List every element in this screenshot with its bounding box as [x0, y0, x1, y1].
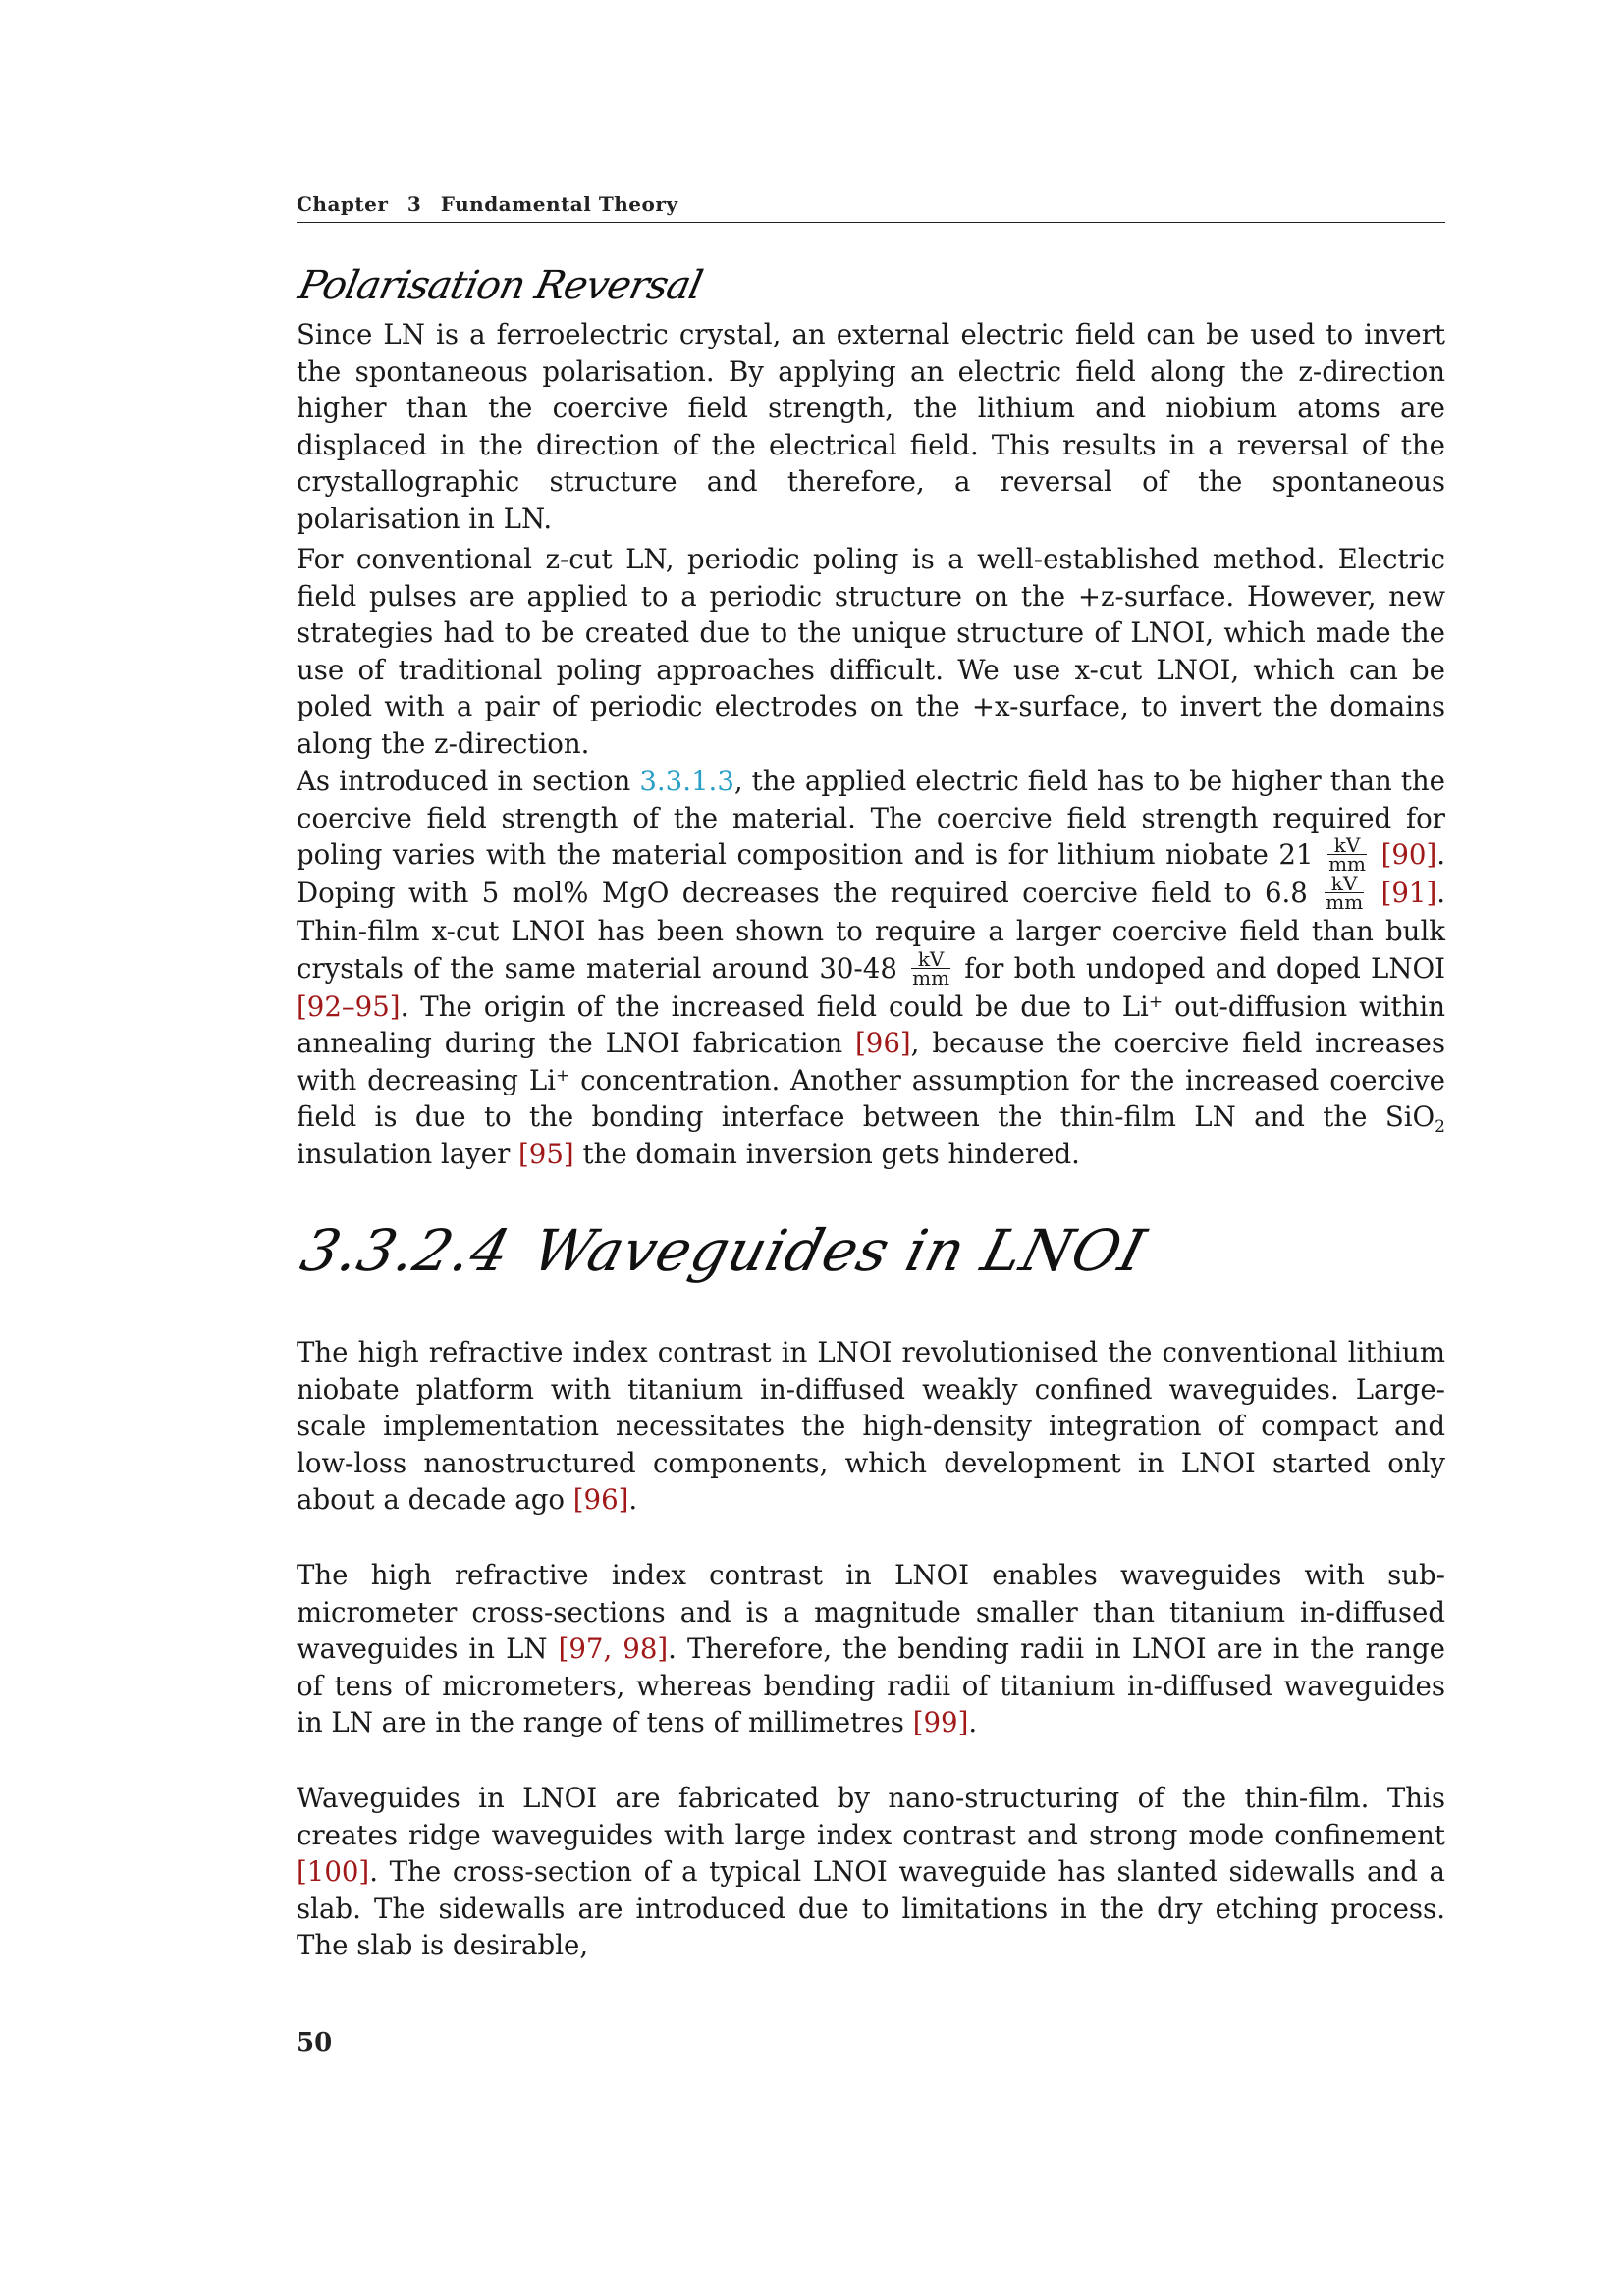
citation-link[interactable]: [99] [912, 1706, 969, 1738]
paragraph-polarisation-2 [297, 541, 1445, 762]
paragraph-text [297, 1557, 1445, 1741]
paragraph-waveguides-2 [297, 1557, 1445, 1741]
paragraph-text: Since LN is a ferroelectric crystal, an external electric field can be used to invert the spontaneous polarisation. By applying an electric field along the z-direction higher than the coercive field strength, the lithium and niobium atoms are displaced in the direction of the electrical field. This results in a reversal of the crystallographic structure and therefore, a reversal of the spontaneous polarisation in LN. [297, 318, 1445, 535]
page-number: 50 [297, 2028, 333, 2057]
text-run: . [628, 1483, 638, 1516]
section-number: 3.3.2.4 [295, 1217, 517, 1284]
paragraph-text [297, 1334, 1445, 1519]
text-run: . [968, 1706, 978, 1738]
text-run: The high refractive index contrast in LNOI enables waveguides with sub-micrometer cross-sections and is a magnitude smaller than titanium in-diffused waveguides in LN [297, 1559, 1445, 1665]
paragraph-polarisation-3 [297, 763, 1445, 1172]
paragraph-waveguides-3 [297, 1780, 1445, 1964]
citation-link[interactable]: [97, 98] [558, 1632, 669, 1665]
superscript-plus: + [556, 1065, 570, 1086]
superscript-plus: + [1148, 991, 1164, 1012]
citation-link[interactable]: [95] [518, 1137, 574, 1170]
text-run: for both undoped and doped LNOI [954, 951, 1445, 985]
section-heading [295, 1217, 1153, 1284]
paragraph-text: For conventional z-cut LN, periodic poling is a well-established method. Electric field pulses are applied to a periodic structure on the +z-surface. However, new strategies had to be created due to the unique structure of LNOI, which made the use of traditional poling approaches difficult. We use x-cut LNOI, which can be poled with a pair of periodic electrodes on the +x-surface, to invert the domains along the z-direction. [297, 543, 1445, 760]
paragraph-text [297, 1780, 1445, 1964]
text-run: . Doping with 5 mol% MgO decreases the required coercive field to 6.8 [297, 838, 1445, 909]
citation-link[interactable]: [90] [1380, 838, 1437, 871]
text-run: , the applied electric field has to be higher than the coercive field strength of the material. The coercive field strength required for poling varies with the material composition and is for lithium niobate 21 [297, 765, 1445, 871]
chapter-word: Chapter [297, 192, 389, 216]
fraction-denominator: mm [1326, 890, 1364, 914]
section-title: Waveguides in LNOI [525, 1217, 1153, 1284]
fraction-numerator: kV [1327, 836, 1367, 855]
text-run: insulation layer [297, 1137, 519, 1170]
citation-link[interactable]: [92–95] [297, 989, 401, 1023]
citation-link[interactable]: [100] [297, 1855, 370, 1888]
unit-fraction-kv-per-mm [1327, 833, 1367, 876]
fraction-denominator: mm [1328, 852, 1367, 876]
text-run: . The origin of the increased field could be due to Li [400, 989, 1149, 1023]
text-run: . Thin-film x-cut LNOI has been shown to require a larger coercive field than bulk crystals of the same material around 30-48 [297, 877, 1445, 985]
text-run: concentration. Another assumption for the increased coercive field is due to the bonding interface between the thin-film LN and the SiO [297, 1063, 1445, 1133]
paragraph-waveguides-1 [297, 1334, 1445, 1519]
fraction-denominator: mm [912, 965, 950, 989]
text-run: out-diffusion within annealing during the LNOI fabrication [297, 989, 1445, 1059]
paragraph-text [297, 763, 1445, 1172]
section-cross-reference-link[interactable]: 3.3.1.3 [639, 765, 734, 797]
chapter-title: Fundamental Theory [440, 192, 678, 216]
subscript-two: 2 [1435, 1117, 1445, 1137]
paragraph-polarisation-1 [297, 316, 1445, 537]
running-header [297, 187, 1445, 223]
text-run: Waveguides in LNOI are fabricated by nano-structuring of the thin-film. This creates ridge waveguides with large index contrast and strong mode confinement [297, 1782, 1445, 1851]
text-run: . Therefore, the bending radii in LNOI are in the range of tens of micrometers, whereas bending radii of titanium in-diffused waveguides in LN are in the range of tens of millimetres [297, 1632, 1445, 1738]
chapter-number: 3 [406, 192, 422, 216]
unit-fraction-kv-per-mm [911, 946, 950, 989]
text-run: , because the coercive field increases with decreasing Li [297, 1027, 1445, 1096]
text-run: The high refractive index contrast in LNOI revolutionised the conventional lithium niobate platform with titanium in-diffused weakly confined waveguides. Large-scale implementation necessitates the high-density integration of compact and low-loss nanostructured components, which development in LNOI started only about a decade ago [297, 1336, 1445, 1516]
citation-link[interactable]: [96] [855, 1027, 911, 1059]
text-run: As introduced in section [297, 765, 640, 797]
text-run: the domain inversion gets hindered. [573, 1137, 1080, 1170]
citation-link[interactable]: [96] [572, 1483, 629, 1516]
fraction-numerator: kV [911, 950, 950, 969]
text-run: . The cross-section of a typical LNOI waveguide has slanted sidewalls and a slab. The sidewalls are introduced due to limitations in the dry etching process. The slab is desirable, [297, 1855, 1445, 1961]
citation-link[interactable]: [91] [1380, 877, 1437, 909]
subsection-heading: Polarisation Reversal [295, 263, 706, 308]
fraction-numerator: kV [1325, 875, 1364, 893]
unit-fraction-kv-per-mm [1325, 872, 1364, 914]
